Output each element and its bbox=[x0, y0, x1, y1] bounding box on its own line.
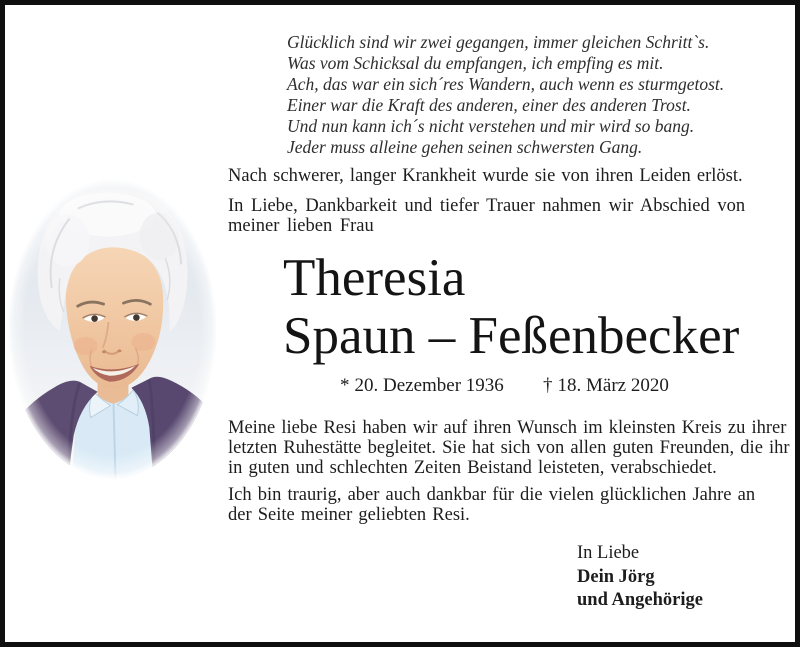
death-cross-icon: † bbox=[543, 375, 553, 396]
farewell-line: meiner lieben Frau bbox=[228, 215, 374, 236]
poem-line: Ach, das war ein sich´res Wandern, auch wenn es sturmgetost. bbox=[287, 74, 725, 94]
gratitude-line: der Seite meiner geliebten Resi. bbox=[228, 505, 470, 525]
burial-paragraph bbox=[228, 418, 790, 478]
birth-date bbox=[340, 376, 504, 396]
farewell-line: In Liebe, Dankbarkeit und tiefer Trauer nahmen wir Abschied von bbox=[228, 196, 746, 216]
deceased-name bbox=[283, 249, 739, 365]
poem-line: Glücklich sind wir zwei gegangen, immer gleichen Schritt`s. bbox=[287, 32, 710, 52]
farewell-statement bbox=[228, 197, 745, 236]
birth-star-icon: * bbox=[340, 375, 350, 396]
poem-line: Jeder muss alleine gehen seinen schwersten Gang. bbox=[287, 137, 643, 157]
illness-statement: Nach schwerer, langer Krankheit wurde sie von ihren Leiden erlöst. bbox=[228, 166, 743, 186]
photo-vignette bbox=[8, 179, 217, 480]
death-date-text: 18. März 2020 bbox=[557, 375, 669, 396]
portrait-illustration bbox=[8, 178, 217, 480]
poem-line: Was vom Schicksal du empfangen, ich empfing es mit. bbox=[287, 53, 664, 73]
closing-phrase: In Liebe bbox=[577, 543, 640, 563]
mourner-name: Dein Jörg bbox=[577, 566, 655, 587]
memorial-poem bbox=[287, 32, 724, 158]
poem-line: Und nun kann ich´s nicht verstehen und mir wird so bang. bbox=[287, 116, 695, 136]
closing-signature bbox=[577, 542, 703, 613]
burial-line: in guten und schlechten Zeiten Beistand leisteten, verabschiedet. bbox=[228, 458, 717, 478]
gratitude-line: Ich bin traurig, aber auch dankbar für die vielen glücklichen Jahre an bbox=[228, 485, 756, 505]
portrait-photo bbox=[8, 178, 217, 480]
birth-date-text: 20. Dezember 1936 bbox=[354, 375, 504, 396]
burial-line: Meine liebe Resi haben wir auf ihren Wunsch im kleinsten Kreis zu ihrer bbox=[228, 418, 787, 438]
gratitude-paragraph bbox=[228, 485, 755, 525]
deceased-last-name: Spaun – Feßenbecker bbox=[283, 307, 740, 365]
death-date bbox=[543, 376, 669, 396]
burial-line: letzten Ruhestätte begleitet. Sie hat sich von allen guten Freunden, die ihr bbox=[228, 438, 790, 458]
deceased-first-name: Theresia bbox=[283, 249, 466, 307]
poem-line: Einer war die Kraft des anderen, einer des anderen Trost. bbox=[287, 95, 691, 115]
mourner-relatives: und Angehörige bbox=[577, 590, 703, 610]
